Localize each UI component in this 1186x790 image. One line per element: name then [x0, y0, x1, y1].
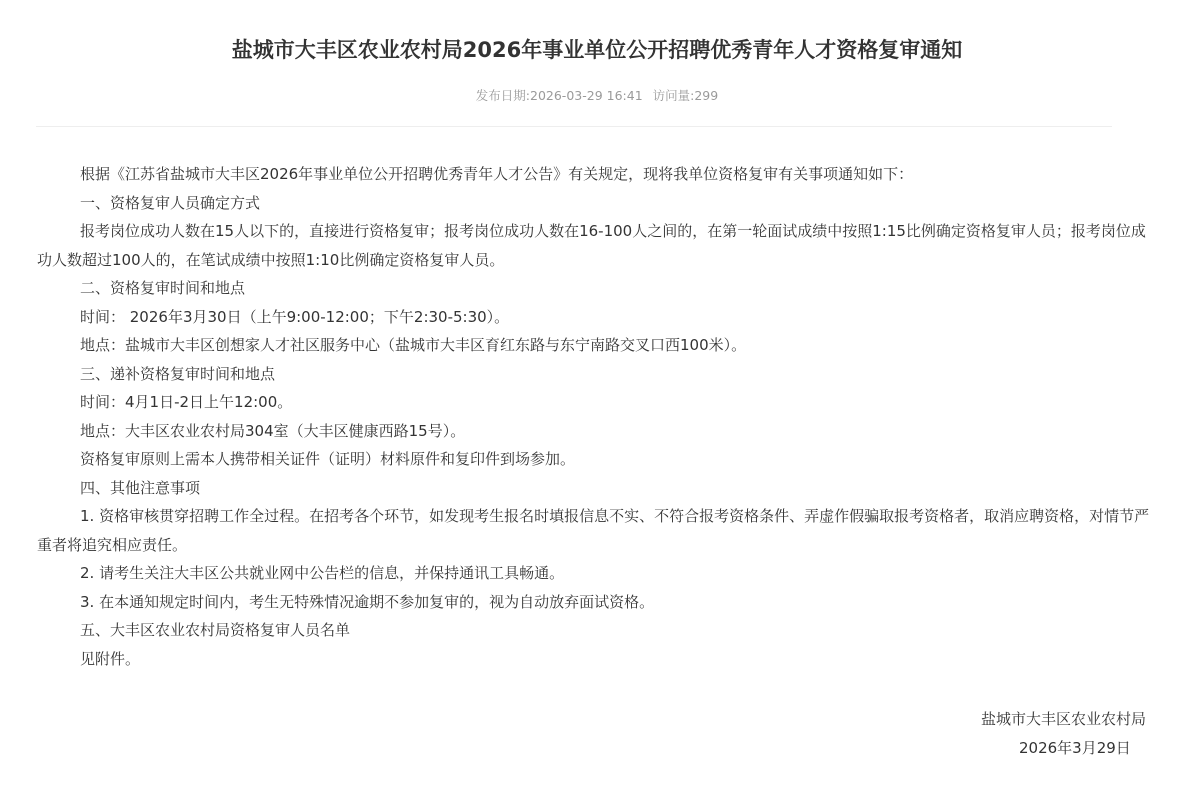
article-meta: [0, 87, 1186, 105]
paragraph-review-location: 地点：盐城市大丰区创想家人才社区服务中心（盐城市大丰区育红东路与东宁南路交叉口西100米）。: [80, 336, 747, 354]
paragraph-review-method: 报考岗位成功人数在15人以下的，直接进行资格复审；报考岗位成功人数在16-100人之间的，在第一轮面试成绩中按照1:15比例确定资格复审人员；报考岗位成功人数超过100人的，在笔试成绩中按照1:10比例确定资格复审人员。: [37, 222, 1146, 269]
signature-organization: 盐城市大丰区农业农村局: [981, 710, 1147, 728]
paragraph-note-3: 3. 在本通知规定时间内，考生无特殊情况逾期不参加复审的，视为自动放弃面试资格。: [80, 592, 655, 611]
section-heading-1: 一、资格复审人员确定方式: [80, 193, 261, 212]
paragraph-note-2: 2. 请考生关注大丰区公共就业网中公告栏的信息，并保持通讯工具畅通。: [80, 564, 565, 582]
signature-date: 2026年3月29日: [1019, 739, 1131, 757]
section-heading-5: 五、大丰区农业农村局资格复审人员名单: [80, 621, 351, 639]
article-body: [37, 160, 1159, 673]
paragraph-supplement-location: 地点：大丰区农业农村局304室（大丰区健康西路15号）。: [80, 421, 466, 440]
paragraph-note-1: 1. 资格审核贯穿招聘工作全过程。在招考各个环节，如发现考生报名时填报信息不实、不符合报考资格条件、弄虚作假骗取报考资格者，取消应聘资格，对情节严重者将追究相应责任。: [37, 507, 1150, 554]
section-heading-3: 三、递补资格复审时间和地点: [80, 364, 276, 383]
title-divider: [36, 126, 1112, 127]
article-title: 盐城市大丰区农业农村局2026年事业单位公开招聘优秀青年人才资格复审通知: [231, 38, 963, 62]
paragraph-documents-note: 资格复审原则上需本人携带相关证件（证明）材料原件和复印件到场参加。: [80, 450, 576, 468]
section-heading-2: 二、资格复审时间和地点: [80, 279, 246, 297]
view-count-value: 299: [694, 88, 719, 103]
paragraph-attachment-note: 见附件。: [80, 649, 141, 668]
view-count-label: 访问量:: [652, 88, 695, 103]
publish-date-value: 2026-03-29 16:41: [530, 88, 643, 103]
paragraph-review-time: 时间： 2026年3月30日（上午9:00-12:00；下午2:30-5:30）。: [80, 307, 510, 326]
publish-date-label: 发布日期:: [475, 88, 530, 103]
paragraph-supplement-time: 时间：4月1日-2日上午12:00。: [80, 393, 293, 411]
paragraph-intro: 根据《江苏省盐城市大丰区2026年事业单位公开招聘优秀青年人才公告》有关规定，现将我单位资格复审有关事项通知如下：: [80, 165, 914, 183]
section-heading-4: 四、其他注意事项: [80, 478, 201, 497]
